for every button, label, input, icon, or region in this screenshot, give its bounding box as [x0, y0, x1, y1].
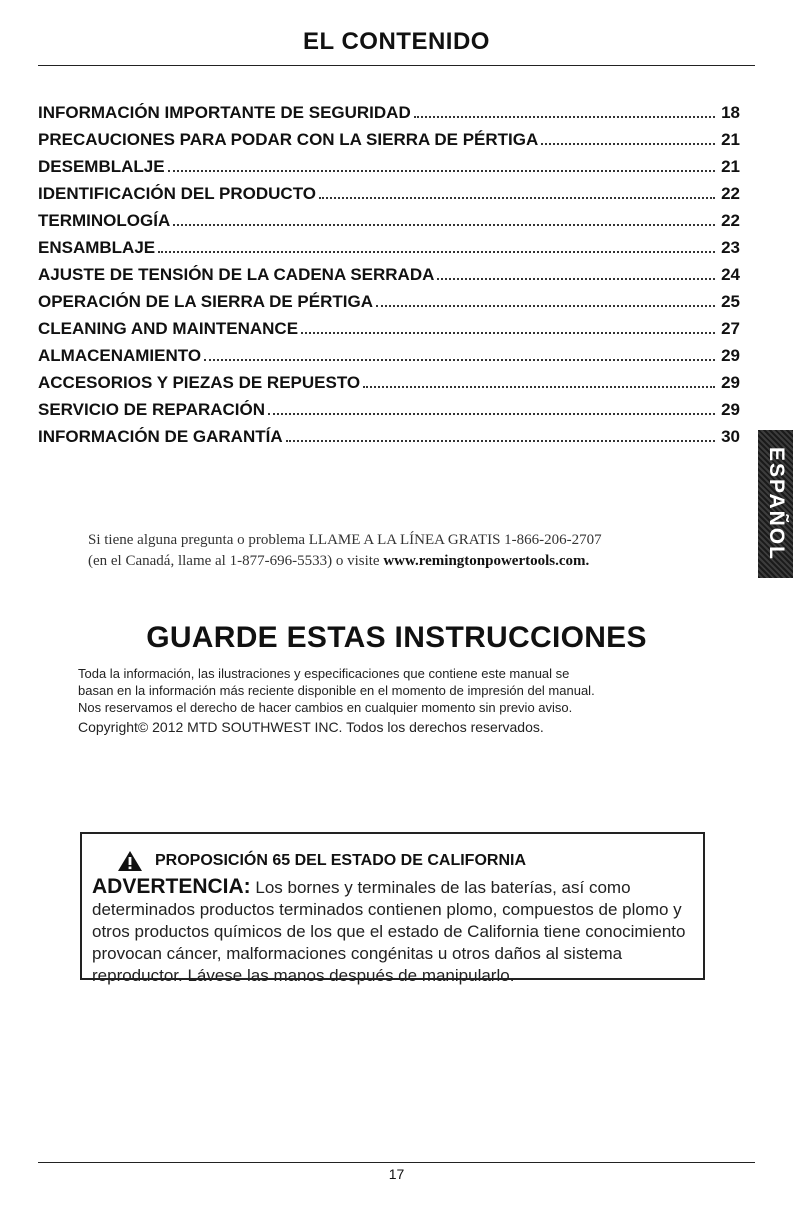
disclaimer — [78, 665, 738, 736]
toc-entry-page: 30 — [721, 427, 740, 446]
toc-entry-label: CLEANING AND MAINTENANCE — [38, 319, 299, 338]
toc-entry[interactable] — [38, 130, 740, 157]
toc-entry[interactable] — [38, 427, 740, 454]
toc-dot-leader — [319, 197, 715, 199]
save-instructions-heading: GUARDE ESTAS INSTRUCCIONES — [146, 621, 647, 654]
toc-dot-leader — [414, 116, 715, 118]
toc-entry-page: 21 — [721, 130, 740, 149]
toc-entry[interactable] — [38, 292, 740, 319]
toc-entry-page: 18 — [721, 103, 740, 122]
copyright-notice: Copyright© 2012 MTD SOUTHWEST INC. Todos los derechos reservados. — [78, 719, 544, 735]
warning-title-row — [117, 848, 693, 874]
warning-title: PROPOSICIÓN 65 DEL ESTADO DE CALIFORNIA — [155, 852, 527, 869]
toc-entry-label: ALMACENAMIENTO — [38, 346, 202, 365]
contact-info — [88, 530, 728, 572]
disclaimer-line: Toda la información, las ilustraciones y especificaciones que contiene este manual se — [78, 666, 570, 681]
toc-dot-leader — [376, 305, 715, 307]
toc-dot-leader — [173, 224, 715, 226]
toc-entry-label: OPERACIÓN DE LA SIERRA DE PÉRTIGA — [38, 292, 373, 311]
toc-entry[interactable] — [38, 238, 740, 265]
website-link[interactable]: www.remingtonpowertools.com. — [383, 553, 590, 569]
contact-canada-text: (en el Canadá, llame al 1-877-696-5533) o visite — [88, 553, 384, 569]
toc-dot-leader — [541, 143, 715, 145]
toc-entry-label: DESEMBLALJE — [38, 157, 165, 176]
toc-entry[interactable] — [38, 346, 740, 373]
toc-entry-page: 29 — [721, 373, 740, 392]
page-number: 17 — [388, 1166, 405, 1182]
toc-entry[interactable] — [38, 211, 740, 238]
disclaimer-line: basan en la información más reciente disponible en el momento de impresión del manual. — [78, 683, 595, 698]
toc-entry[interactable] — [38, 157, 740, 184]
toc-entry-label: INFORMACIÓN DE GARANTÍA — [38, 427, 283, 446]
toc-entry[interactable] — [38, 319, 740, 346]
toc-entry-label: SERVICIO DE REPARACIÓN — [38, 400, 266, 419]
toc-dot-leader — [437, 278, 715, 280]
toc-entry-label: IDENTIFICACIÓN DEL PRODUCTO — [38, 184, 316, 203]
toc-entry-label: INFORMACIÓN IMPORTANTE DE SEGURIDAD — [38, 103, 411, 122]
toc-entry-page: 21 — [721, 157, 740, 176]
toc-entry-page: 23 — [721, 238, 740, 257]
toc-entry[interactable] — [38, 265, 740, 292]
toc-entry-page: 22 — [721, 211, 740, 230]
warning-text: Los bornes y terminales de las baterías, así como determinados productos terminados contienen plomo, compuestos de plomo y otros productos químicos de los que el estado de California tiene conocimiento provocan cáncer, malformaciones congénitas u otros daños al sistema reproductor. Lávese las manos después de manipularlo. — [92, 878, 686, 985]
table-of-contents — [38, 103, 740, 454]
contact-line-phone: Si tiene alguna pregunta o problema LLAME A LA LÍNEA GRATIS 1-866-206-2707 — [88, 532, 602, 548]
warning-body — [92, 876, 693, 987]
toc-entry[interactable] — [38, 400, 740, 427]
toc-entry-page: 29 — [721, 346, 740, 365]
toc-dot-leader — [168, 170, 715, 172]
toc-dot-leader — [268, 413, 715, 415]
page-title: EL CONTENIDO — [303, 28, 490, 55]
warning-triangle-icon — [117, 850, 143, 872]
toc-entry-page: 27 — [721, 319, 740, 338]
toc-entry[interactable] — [38, 373, 740, 400]
language-tab-label: ESPAÑOL — [764, 447, 788, 561]
toc-entry-label: PRECAUCIONES PARA PODAR CON LA SIERRA DE PÉRTIGA — [38, 130, 539, 149]
toc-entry[interactable] — [38, 103, 740, 130]
toc-entry[interactable] — [38, 184, 740, 211]
prop65-warning-box — [80, 832, 705, 985]
top-divider — [38, 65, 755, 66]
toc-dot-leader — [363, 386, 715, 388]
toc-entry-label: TERMINOLOGÍA — [38, 211, 171, 230]
contact-line-canada — [88, 551, 728, 572]
warning-label: ADVERTENCIA: — [92, 875, 251, 898]
toc-dot-leader — [301, 332, 715, 334]
toc-entry-page: 25 — [721, 292, 740, 311]
toc-entry-page: 22 — [721, 184, 740, 203]
toc-entry-page: 29 — [721, 400, 740, 419]
toc-entry-label: ENSAMBLAJE — [38, 238, 156, 257]
toc-entry-page: 24 — [721, 265, 740, 284]
language-tab — [758, 430, 793, 578]
toc-entry-label: AJUSTE DE TENSIÓN DE LA CADENA SERRADA — [38, 265, 435, 284]
bottom-divider — [38, 1162, 755, 1163]
toc-entry-label: ACCESORIOS Y PIEZAS DE REPUESTO — [38, 373, 361, 392]
disclaimer-line: Nos reservamos el derecho de hacer cambios en cualquier momento sin previo aviso. — [78, 700, 573, 715]
toc-dot-leader — [286, 440, 715, 442]
toc-dot-leader — [204, 359, 715, 361]
toc-dot-leader — [158, 251, 715, 253]
